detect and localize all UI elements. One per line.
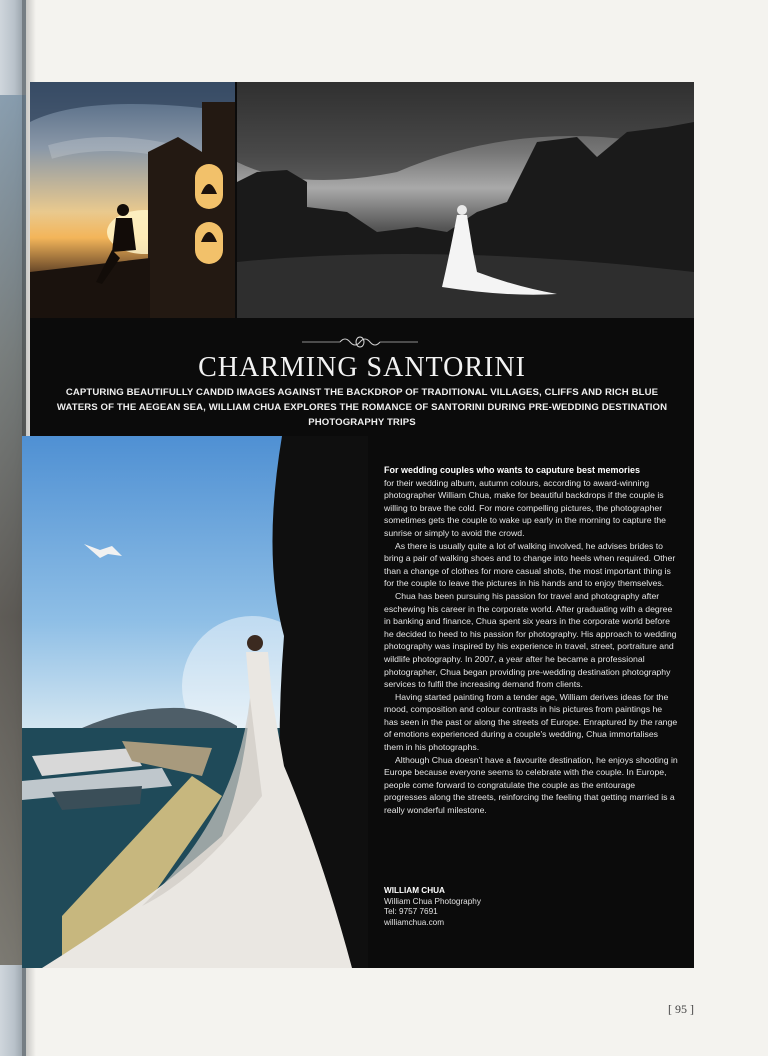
page-number: [ 95 ] xyxy=(668,1002,694,1016)
credit-phone: Tel: 9757 7691 xyxy=(384,907,438,917)
photo-bell-tower-silhouette xyxy=(30,82,235,318)
article-paragraph-2: As there is usually quite a lot of walking involved, he advises brides to bring a pair of walking shoes and to change into heels when required. Other than a change of clothes for more casual shots, the most important thing is for the couple to leave the pictures in his hands and to enjoy themselves. xyxy=(384,540,676,589)
article-subtitle: CAPTURING BEAUTIFULLY CANDID IMAGES AGAINST THE BACKDROP OF TRADITIONAL VILLAGES, CLIFFS AND RICH BLUE WATERS OF THE AEGEAN SEA, WILLIAM CHUA EXPLORES THE ROMANCE OF SANTORINI DURING PRE-WEDDING DESTINATION PHOTOGRAPHY TRIPS xyxy=(56,387,668,428)
photo-bride-on-cliffs xyxy=(237,82,694,318)
photo-bride-harbour xyxy=(22,436,368,968)
article-paragraph-5: Although Chua doesn't have a favourite destination, he enjoys shooting in Europe because everyone seems to celebrate with the couple. In Europe, people come forward to congratulate the couple as the entourage progresses along the streets, reinforcing the feeling that getting married is a really wonderful milestone. xyxy=(384,754,678,816)
credit-name: WILLIAM CHUA xyxy=(384,886,445,895)
article-lead: For wedding couples who wants to caputure best memories xyxy=(384,465,641,475)
article-paragraph-1 xyxy=(384,464,678,540)
credit-company: William Chua Photography xyxy=(384,896,481,906)
article-paragraph-3: Chua has been pursuing his passion for travel and photography after eschewing his career in the corporate world. After graduating with a degree in banking and finance, Chua spent six years in the corporate world before he decided to heed to his passion for photography. His approach to wedding photography was inspired by his experience in travel, street, portraiture and wildlife photography. In 2007, a year after he became a professional photographer, Chua began providing pre-wedding destination photography services to fulfil the increasing demand from clients. xyxy=(384,590,677,690)
article-paragraph-1-text: for their wedding album, autumn colours, according to award-winning photographer William Chua, make for beautiful backdrops if the couple is willing to brave the cold. For more compelling pictures, the photographer sometimes gets the couple to wake up early in the morning to capture the sunrise or simply to avoid the crowd. xyxy=(384,477,667,538)
photographer-credit xyxy=(384,886,604,928)
article-body xyxy=(384,464,678,817)
article-paragraph-4: Having started painting from a tender age, William derives ideas for the mood, composition and colour contrasts in his pictures from paintings he has seen in the past or along the streets of Europe. Enraptured by the range of emotions experienced during a couple's wedding, Chua immortalises them in his photographs. xyxy=(384,691,678,753)
flourish-divider-icon xyxy=(300,334,420,350)
credit-website: williamchua.com xyxy=(384,917,445,927)
article-title: CHARMING SANTORINI xyxy=(198,352,526,383)
